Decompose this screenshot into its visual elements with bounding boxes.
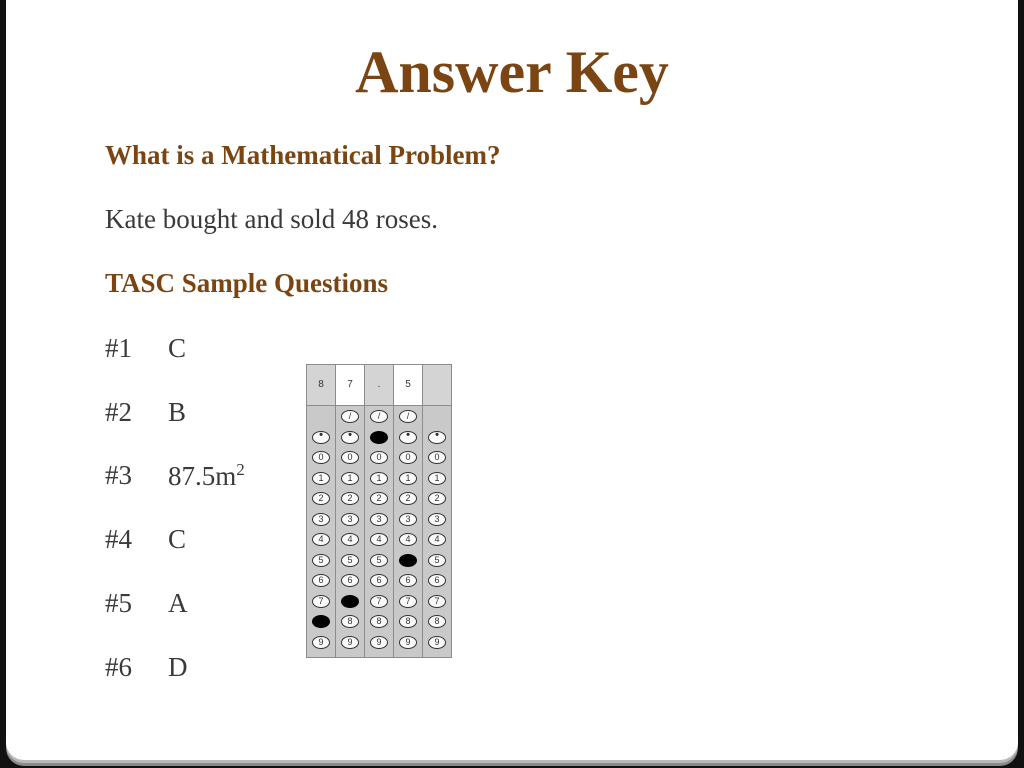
grid-bubble-digit[interactable]: 1: [428, 472, 446, 485]
grid-entry-cell: [423, 365, 451, 406]
grid-bubble-digit[interactable]: 6: [399, 574, 417, 587]
grid-bubble-digit[interactable]: 4: [428, 533, 446, 546]
grid-bubble-digit[interactable]: 9: [428, 636, 446, 649]
section-heading-math-problem: What is a Mathematical Problem?: [105, 140, 501, 170]
grid-bubble-digit[interactable]: 1: [341, 472, 359, 485]
grid-bubble-digit[interactable]: 5: [312, 554, 330, 567]
grid-column-3: [365, 365, 394, 657]
grid-bubble-digit[interactable]: 8: [312, 615, 330, 628]
grid-bubble-digit[interactable]: 1: [399, 472, 417, 485]
grid-entry-cell: .: [365, 365, 393, 406]
grid-bubble-digit[interactable]: 7: [399, 595, 417, 608]
slide: [6, 0, 1018, 760]
grid-column-2: [336, 365, 365, 657]
grid-bubble-digit[interactable]: 5: [428, 554, 446, 567]
grid-bubble-digit[interactable]: 4: [312, 533, 330, 546]
answer-number-5: #5: [105, 588, 132, 618]
grid-bubble-digit[interactable]: 0: [399, 451, 417, 464]
grid-bubble-digit[interactable]: 0: [370, 451, 388, 464]
grid-bubble-digit[interactable]: 1: [370, 472, 388, 485]
answer-number-3: #3: [105, 460, 132, 490]
grid-bubble-digit[interactable]: 8: [399, 615, 417, 628]
grid-bubble-digit[interactable]: 6: [370, 574, 388, 587]
grid-bubble-digit[interactable]: 6: [341, 574, 359, 587]
slide-title: Answer Key: [355, 39, 669, 105]
grid-bubble-digit[interactable]: 7: [312, 595, 330, 608]
grid-bubble-digit[interactable]: 8: [341, 615, 359, 628]
grid-bubble-decimal[interactable]: •: [428, 431, 446, 444]
grid-bubble-digit[interactable]: 8: [428, 615, 446, 628]
grid-bubble-digit[interactable]: 2: [370, 492, 388, 505]
grid-bubble-digit[interactable]: 9: [399, 636, 417, 649]
grid-bubble-digit[interactable]: 3: [312, 513, 330, 526]
grid-bubble-digit[interactable]: 8: [370, 615, 388, 628]
grid-column-5: [423, 365, 451, 657]
grid-bubble-digit[interactable]: 2: [399, 492, 417, 505]
grid-bubble-digit[interactable]: 0: [341, 451, 359, 464]
math-problem-answer: Kate bought and sold 48 roses.: [105, 204, 438, 234]
grid-bubble-digit[interactable]: 0: [428, 451, 446, 464]
grid-bubble-decimal[interactable]: •: [370, 431, 388, 444]
grid-bubble-digit[interactable]: 4: [370, 533, 388, 546]
grid-entry-cell: 8: [307, 365, 335, 406]
grid-bubble-decimal[interactable]: •: [341, 431, 359, 444]
grid-bubble-digit[interactable]: 9: [370, 636, 388, 649]
answer-grid: [306, 364, 452, 658]
grid-bubble-digit[interactable]: 9: [312, 636, 330, 649]
grid-column-4: [394, 365, 423, 657]
grid-bubble-digit[interactable]: 2: [428, 492, 446, 505]
grid-bubble-digit[interactable]: 5: [370, 554, 388, 567]
grid-bubble-slash[interactable]: /: [341, 410, 359, 423]
answer-value-4: C: [168, 524, 187, 554]
grid-bubble-digit[interactable]: 5: [399, 554, 417, 567]
answer-number-6: #6: [105, 652, 132, 682]
answer-value-3-main: 87.5m: [168, 461, 237, 491]
grid-bubble-slash[interactable]: /: [399, 410, 417, 423]
grid-bubble-digit[interactable]: 9: [341, 636, 359, 649]
answer-number-2: #2: [105, 397, 132, 427]
grid-bubble-digit[interactable]: 2: [312, 492, 330, 505]
answer-value-2: B: [168, 397, 187, 427]
answer-value-3: [168, 460, 245, 492]
grid-bubble-digit[interactable]: 3: [428, 513, 446, 526]
answer-value-5: A: [168, 588, 188, 618]
grid-bubble-digit[interactable]: 6: [428, 574, 446, 587]
grid-bubble-decimal[interactable]: •: [312, 431, 330, 444]
grid-bubble-digit[interactable]: 5: [341, 554, 359, 567]
answer-number-4: #4: [105, 524, 132, 554]
grid-bubble-digit[interactable]: 6: [312, 574, 330, 587]
grid-bubble-digit[interactable]: 3: [399, 513, 417, 526]
grid-bubble-digit[interactable]: 4: [341, 533, 359, 546]
answer-value-1: C: [168, 333, 187, 363]
grid-bubble-digit[interactable]: 7: [370, 595, 388, 608]
grid-bubble-decimal[interactable]: •: [399, 431, 417, 444]
grid-bubble-digit[interactable]: 0: [312, 451, 330, 464]
grid-bubble-digit[interactable]: 2: [341, 492, 359, 505]
grid-bubble-digit[interactable]: 1: [312, 472, 330, 485]
grid-bubble-digit[interactable]: 3: [370, 513, 388, 526]
answer-value-6: D: [168, 652, 188, 682]
grid-column-1: [307, 365, 336, 657]
grid-bubble-digit[interactable]: 3: [341, 513, 359, 526]
grid-bubble-digit[interactable]: 7: [428, 595, 446, 608]
section-heading-tasc: TASC Sample Questions: [105, 268, 389, 298]
grid-bubble-slash[interactable]: /: [370, 410, 388, 423]
grid-entry-cell: 7: [336, 365, 364, 406]
answer-value-3-superscript: 2: [236, 460, 245, 479]
grid-bubble-digit[interactable]: 4: [399, 533, 417, 546]
grid-entry-cell: 5: [394, 365, 422, 406]
answer-number-1: #1: [105, 333, 132, 363]
grid-bubble-digit[interactable]: 7: [341, 595, 359, 608]
